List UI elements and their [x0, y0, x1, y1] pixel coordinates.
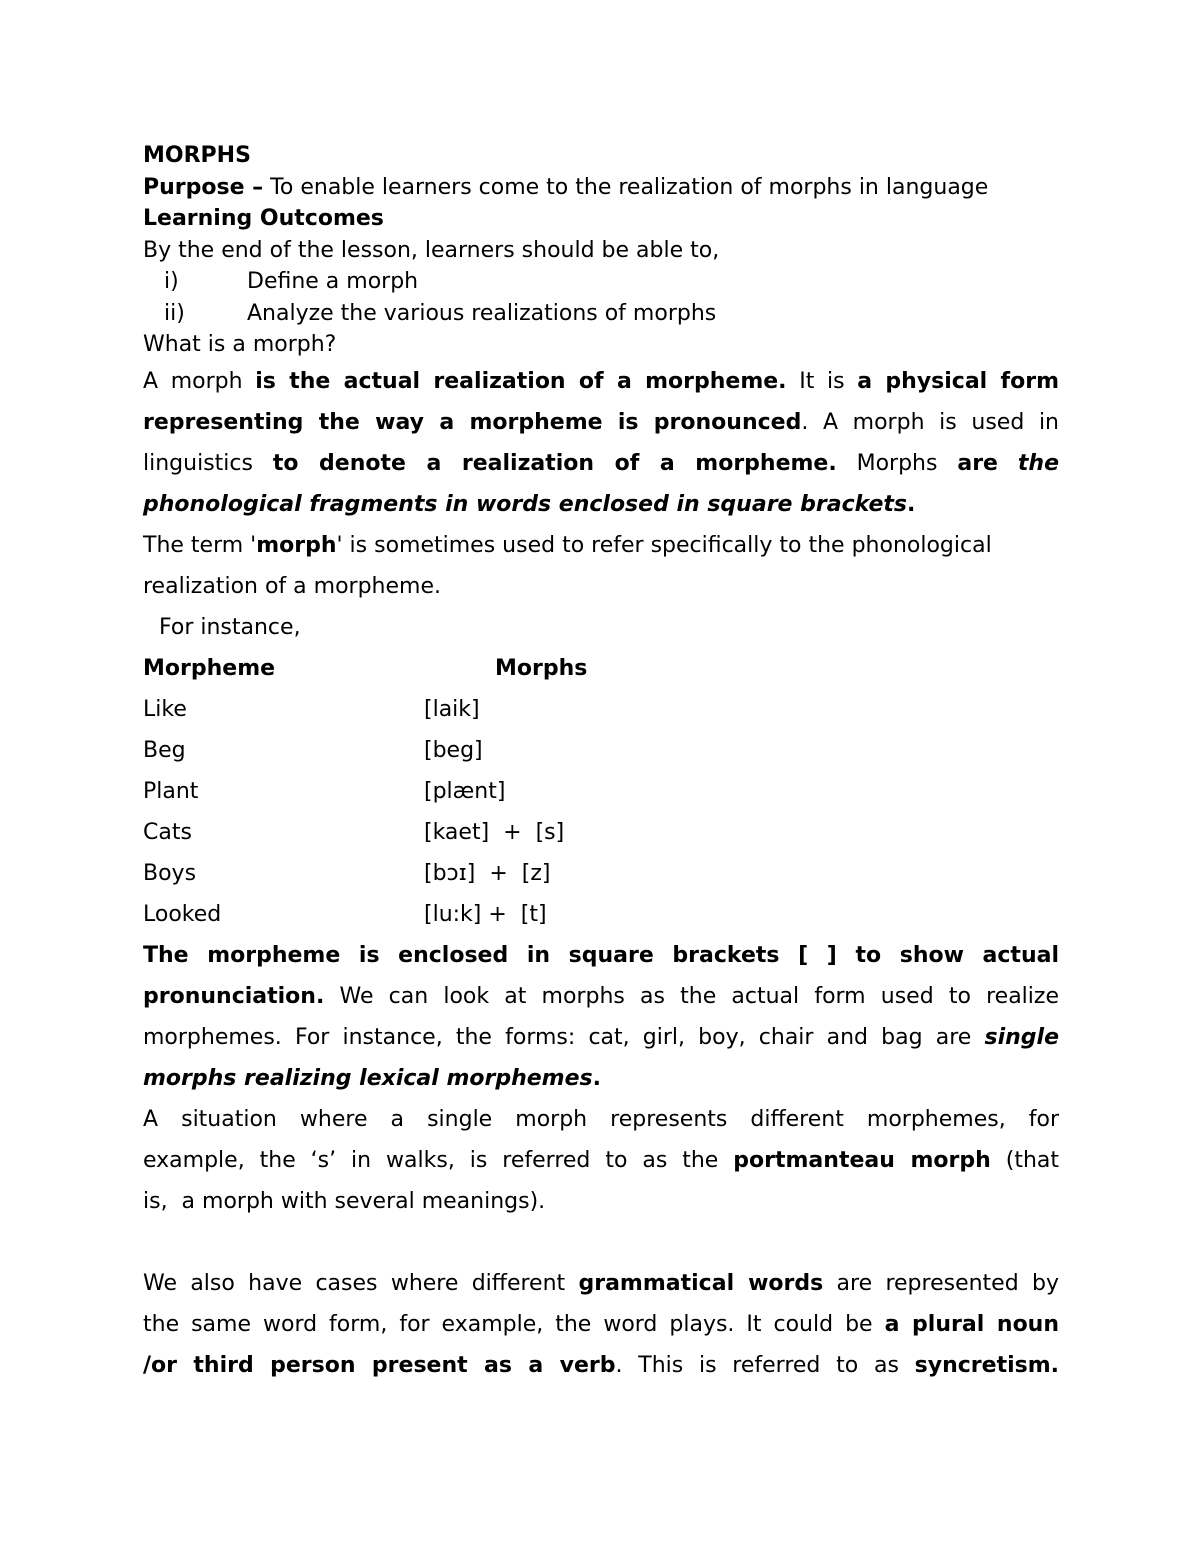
bold-run: . — [906, 491, 916, 517]
bold-italic-run: phonological fragments in words enclosed in square brackets — [143, 491, 907, 517]
text-run: ' is sometimes used to refer specifically to the phonological — [336, 532, 992, 558]
for-instance-line: For instance, — [159, 614, 301, 640]
bold-italic-run: the — [1017, 450, 1059, 476]
definition-line-4 — [143, 484, 1059, 525]
text-run: (that — [990, 1147, 1059, 1173]
bold-run: /or third person present as a verb — [143, 1352, 616, 1378]
term-line-1 — [143, 525, 1059, 566]
brackets-line-4 — [143, 1058, 1059, 1099]
table-cell-morpheme: Beg — [143, 737, 186, 763]
table-row — [143, 689, 1059, 730]
bold-run: syncretism. — [914, 1352, 1059, 1378]
portmanteau-line-1: A situation where a single morph represents different morphemes, for — [143, 1106, 1059, 1132]
list-item — [143, 298, 1059, 330]
definition-line-3 — [143, 443, 1059, 484]
text-run: example, the ‘s’ in walks, is referred to as the — [143, 1147, 734, 1173]
list-item-number: ii) — [164, 300, 185, 326]
table-cell-morph: [laik] — [424, 696, 480, 722]
list-item-text: Analyze the various realizations of morphs — [247, 300, 717, 326]
bold-run: a physical form — [857, 368, 1060, 394]
bold-run: is the actual realization of a morpheme. — [255, 368, 787, 394]
bold-run: are — [957, 450, 998, 476]
learning-outcomes-intro: By the end of the lesson, learners should be able to, — [143, 237, 720, 263]
text-run: We can look at morphs as the actual form used to realize — [324, 983, 1059, 1009]
definition-line-2 — [143, 402, 1059, 443]
learning-outcomes-heading: Learning Outcomes — [143, 206, 384, 231]
text-run: linguistics — [143, 450, 273, 476]
brackets-line-2 — [143, 976, 1059, 1017]
term-line-2: realization of a morpheme. — [143, 573, 441, 599]
bold-run: a plural noun — [884, 1311, 1060, 1337]
table-row — [143, 894, 1059, 935]
text-run: morphemes. For instance, the forms: cat, girl, boy, chair and bag are — [143, 1024, 985, 1050]
table-cell-morpheme: Like — [143, 696, 187, 722]
table-header-morphs: Morphs — [495, 655, 588, 681]
table-row — [143, 812, 1059, 853]
purpose-line — [143, 172, 1059, 204]
table-cell-morpheme: Boys — [143, 860, 197, 886]
table-cell-morpheme: Looked — [143, 901, 222, 927]
purpose-text: To enable learners come to the realization of morphs in language — [263, 174, 989, 200]
bold-italic-run: single — [984, 1024, 1059, 1050]
list-item — [143, 266, 1059, 298]
table-header-row — [143, 648, 1059, 689]
table-cell-morph: [beg] — [424, 737, 483, 763]
bold-run: grammatical words — [578, 1270, 824, 1296]
bold-run: . — [592, 1065, 601, 1091]
bold-italic-run: morphs realizing lexical morphemes — [143, 1065, 593, 1091]
table-row — [143, 730, 1059, 771]
definition-question: What is a morph? — [143, 332, 337, 357]
list-item-text: Define a morph — [247, 269, 419, 294]
table-row — [143, 771, 1059, 812]
syncretism-line-3 — [143, 1345, 1059, 1386]
paragraph-spacer — [143, 1222, 1059, 1263]
text-run: We also have cases where different — [143, 1270, 579, 1296]
text-run: The term ' — [143, 532, 257, 558]
text-run: A morph — [143, 368, 256, 394]
syncretism-line-2 — [143, 1304, 1059, 1345]
document-page — [143, 140, 1059, 1386]
table-header-morpheme: Morpheme — [143, 655, 276, 681]
text-run: . A morph is used in — [801, 409, 1059, 435]
bold-run: portmanteau morph — [733, 1147, 991, 1173]
table-cell-morph: [bɔɪ] + [z] — [424, 860, 551, 886]
document-title: MORPHS — [143, 143, 251, 168]
portmanteau-line-3: is, a morph with several meanings). — [143, 1188, 546, 1214]
table-cell-morpheme: Cats — [143, 819, 192, 845]
bold-run: pronunciation. — [143, 983, 325, 1009]
table-cell-morph: [kaet] + [s] — [424, 819, 565, 845]
bold-run: to denote a realization of a morpheme. — [272, 450, 837, 476]
table-cell-morph: [plænt] — [424, 778, 506, 804]
text-run — [998, 451, 1018, 476]
table-row — [143, 853, 1059, 894]
bold-run: morph — [256, 532, 337, 558]
table-cell-morpheme: Plant — [143, 778, 199, 804]
table-cell-morph: [lu:k] + [t] — [424, 901, 547, 927]
brackets-line-3 — [143, 1017, 1059, 1058]
syncretism-line-1 — [143, 1263, 1059, 1304]
text-run: Morphs — [836, 450, 958, 476]
brackets-line-1: The morpheme is enclosed in square brackets [ ] to show actual — [143, 942, 1059, 968]
text-run: are represented by — [823, 1270, 1059, 1296]
bold-run: representing the way a morpheme is pronounced — [143, 409, 802, 435]
definition-line-1 — [143, 361, 1059, 402]
text-run: . This is referred to as — [615, 1352, 915, 1378]
text-run: It is — [786, 368, 858, 394]
purpose-label: Purpose – — [143, 174, 264, 200]
portmanteau-line-2 — [143, 1140, 1059, 1181]
list-item-number: i) — [164, 269, 179, 294]
text-run: the same word form, for example, the word plays. It could be — [143, 1311, 885, 1337]
